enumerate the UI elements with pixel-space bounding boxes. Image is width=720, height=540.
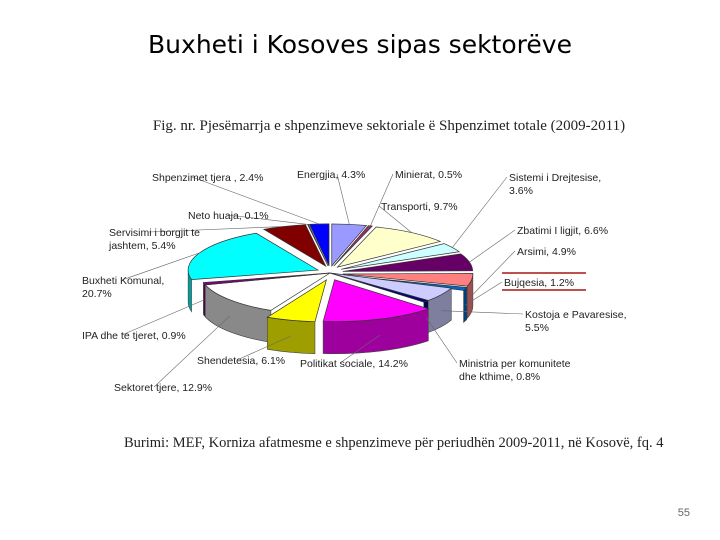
slice-label: Shpenzimet tjera , 2.4% xyxy=(152,172,264,184)
slice-label: Servisimi i borgjit te jashtem, 5.4% xyxy=(109,227,201,252)
slice-label: Shendetesia, 6.1% xyxy=(197,355,286,367)
slice-label: Neto huaja, 0.1% xyxy=(188,210,269,222)
page-number: 55 xyxy=(677,507,690,519)
pie-slice-side xyxy=(464,287,467,322)
slice-label: Sistemi i Drejtesise, 3.6% xyxy=(509,172,602,197)
slice-label: Transporti, 9.7% xyxy=(381,201,458,213)
slice-label: Bujqesia, 1.2% xyxy=(504,277,575,289)
figure-source: Burimi: MEF, Korniza afatmesme e shpenzimeve për periudhën 2009-2011, në Kosovë, fq. 4 xyxy=(124,435,664,451)
leader-line xyxy=(337,174,349,224)
leader-line xyxy=(452,177,507,248)
slice-label: Arsimi, 4.9% xyxy=(517,246,576,258)
slice-label: Buxheti Komunal, 20.7% xyxy=(82,275,165,300)
leader-line xyxy=(370,174,393,226)
leader-line xyxy=(441,311,523,314)
leader-line xyxy=(154,316,230,387)
slice-label: Minierat, 0.5% xyxy=(395,169,463,181)
slice-label: Zbatimi I ligjit, 6.6% xyxy=(517,225,609,237)
slice-label: Kostoja e Pavaresise, 5.5% xyxy=(525,309,627,334)
slide-title: Buxheti i Kosoves sipas sektorëve xyxy=(148,30,572,59)
slice-label: Politikat sociale, 14.2% xyxy=(300,358,408,370)
slice-label: Ministria per komunitete dhe kthime, 0.8% xyxy=(459,358,571,383)
slice-label: Sektoret tjere, 12.9% xyxy=(114,382,213,394)
figure-caption: Fig. nr. Pjesëmarrja e shpenzimeve sektoriale ë Shpenzimet totale (2009-2011) xyxy=(152,118,626,134)
leader-line xyxy=(469,230,515,262)
pie-slice-side xyxy=(267,317,315,353)
slice-label: IPA dhe te tjeret, 0.9% xyxy=(82,330,186,342)
slice-label: Energjia, 4.3% xyxy=(297,169,366,181)
